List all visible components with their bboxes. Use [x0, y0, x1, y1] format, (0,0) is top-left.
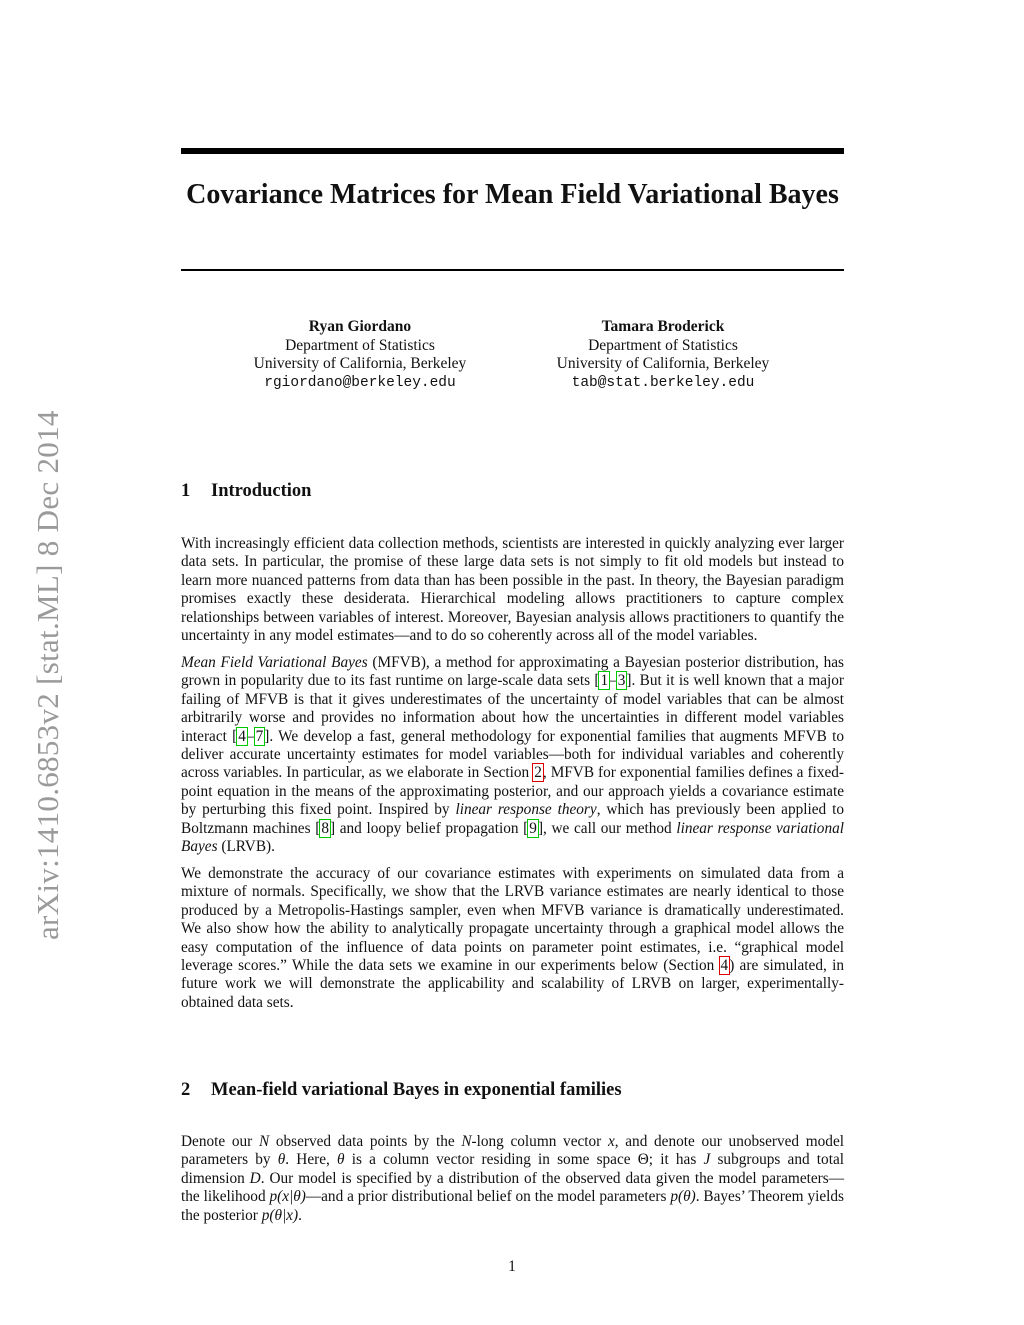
section-heading-introduction: [181, 480, 311, 502]
author-email[interactable]: tab@stat.berkeley.edu: [571, 374, 755, 391]
math: p(θ|x): [261, 1206, 299, 1224]
section-number: 2: [181, 1080, 191, 1100]
math: p(θ): [670, 1188, 696, 1206]
emphasis: Mean Field Variational Bayes: [181, 653, 368, 671]
text-run: –: [609, 672, 617, 690]
author-affiliation: University of California, Berkeley: [253, 355, 467, 372]
math: N: [258, 1133, 270, 1150]
math: N: [461, 1133, 472, 1150]
paragraph: [181, 865, 844, 1012]
text-run: , which has previously been applied to Boltzmann machines [: [181, 801, 844, 837]
text-run: observed data points by the: [269, 1133, 462, 1150]
section-link[interactable]: 2: [534, 764, 542, 782]
text-run: is a column vector residing in some space Θ; it has: [344, 1151, 704, 1169]
section-title: Introduction: [211, 481, 312, 501]
section2-body: [181, 1133, 844, 1234]
text-run: We demonstrate the accuracy of our covariance estimates with experiments on simulated data from a mixture of normals. Specifically, we show that the LRVB variance estimates are nearly identical to those produced by a Metropolis-Hastings sampler, even when MFVB variance is dramatically underestimated. We also show how the ability to analytically propagate uncertainty through a graphical model allows the easy computation of the influence of data points on parameter point estimates, i.e. “graphical model leverage scores.” While the data sets we examine in our experiments below (Section: [181, 864, 844, 974]
section-link[interactable]: 4: [720, 956, 729, 974]
text-run: ]. But it is well known that a major failing of MFVB is that it gives underestimates of the uncertainty of model variables that can be almost arbitrarily worse and provides no information about how the uncertainties in different model variables interact [: [181, 672, 844, 745]
text-run: , MFVB for exponential families defines a fixed-point equation in the means of the approximating posterior, and our approach yields a covariance estimate by perturbing this fixed point. Inspired by: [181, 764, 844, 819]
author-department: Department of Statistics: [588, 336, 738, 354]
citation-link[interactable]: 9: [529, 819, 537, 837]
citation-link[interactable]: 3: [617, 672, 626, 690]
author-block: [210, 318, 510, 392]
section-heading-mean-field: [181, 1079, 622, 1101]
text-run: Denote our: [181, 1133, 259, 1150]
citation-link[interactable]: 7: [255, 727, 264, 745]
text-run: subgroups and total dimension: [181, 1151, 844, 1187]
paragraph: [181, 1133, 844, 1225]
paragraph: With increasingly efficient data collection methods, scientists are interested in quickly analyzing ever larger data sets. In particular, the promise of these large data sets is not simply to fit old models but instead to learn more nuanced patterns from data than has been possible in the past. In theory, the Bayesian paradigm promises exactly these desiderata. Hierarchical modeling allows practitioners to capture complex relationships between variables of interest. Moreover, Bayesian analysis allows practitioners to quantify the uncertainty in any model estimates—and to do so coherently across all of the model variables.: [181, 535, 844, 645]
citation-link[interactable]: 8: [321, 819, 329, 837]
math: x: [607, 1133, 615, 1150]
text-run: ]. We develop a fast, general methodology for exponential families that augments MFVB to deliver accurate uncertainty estimates for model variables—both for individual variables and coherently across variables. In particular, as we elaborate in Section: [181, 727, 844, 782]
text-run: (MFVB), a method for approximating a Bayesian posterior distribution, has grown in popularity due to its fast runtime on large-scale data sets [: [181, 653, 844, 690]
text-run: . Here,: [285, 1151, 338, 1169]
text-run: —and a prior distributional belief on the model parameters: [305, 1188, 671, 1206]
text-run: ], we call our method: [537, 819, 677, 837]
text-run: –: [246, 727, 255, 745]
author-name: Ryan Giordano: [308, 318, 412, 335]
math: θ: [337, 1151, 345, 1169]
text-run: (LRVB).: [217, 838, 275, 855]
text-run: , and denote our unobserved model parameters by: [181, 1133, 844, 1169]
emphasis: linear response variational Bayes: [181, 819, 845, 855]
author-block: [513, 318, 813, 392]
math: J: [703, 1151, 711, 1169]
text-run: ) are simulated, in future work we will demonstrate the applicability and scalability of LRVB on larger, experimentally-obtained data sets.: [181, 956, 844, 1011]
arxiv-stamp: arXiv:1410.6853v2 [stat.ML] 8 Dec 2014: [30, 410, 65, 940]
author-affiliation: University of California, Berkeley: [556, 355, 770, 372]
text-run: ] and loopy belief propagation [: [329, 819, 529, 837]
paper-title: Covariance Matrices for Mean Field Variational Bayes: [186, 179, 839, 210]
paragraph: [181, 654, 844, 856]
text-run: -long column vector: [471, 1133, 608, 1150]
text-run: . Our model is specified by a distribution of the observed data given the model parameters—the likelihood: [181, 1169, 844, 1206]
page-number: 1: [508, 1258, 516, 1275]
title-top-rule: [181, 148, 844, 154]
author-department: Department of Statistics: [285, 336, 435, 354]
section-number: 1: [181, 481, 191, 501]
emphasis: linear response theory: [455, 801, 597, 819]
math: D: [249, 1169, 261, 1187]
text-run: .: [298, 1206, 302, 1224]
citation-link[interactable]: 1: [600, 672, 609, 690]
text-run: . Bayes’ Theorem yields the posterior: [181, 1188, 844, 1224]
citation-link[interactable]: 4: [238, 727, 246, 745]
introduction-body: [181, 535, 844, 1021]
math: p(x|θ): [269, 1188, 306, 1206]
author-email[interactable]: rgiordano@berkeley.edu: [264, 374, 456, 391]
author-name: Tamara Broderick: [601, 318, 725, 335]
title-bottom-rule: [181, 269, 844, 271]
section-title: Mean-field variational Bayes in exponential families: [211, 1080, 622, 1100]
math: θ: [277, 1151, 286, 1169]
